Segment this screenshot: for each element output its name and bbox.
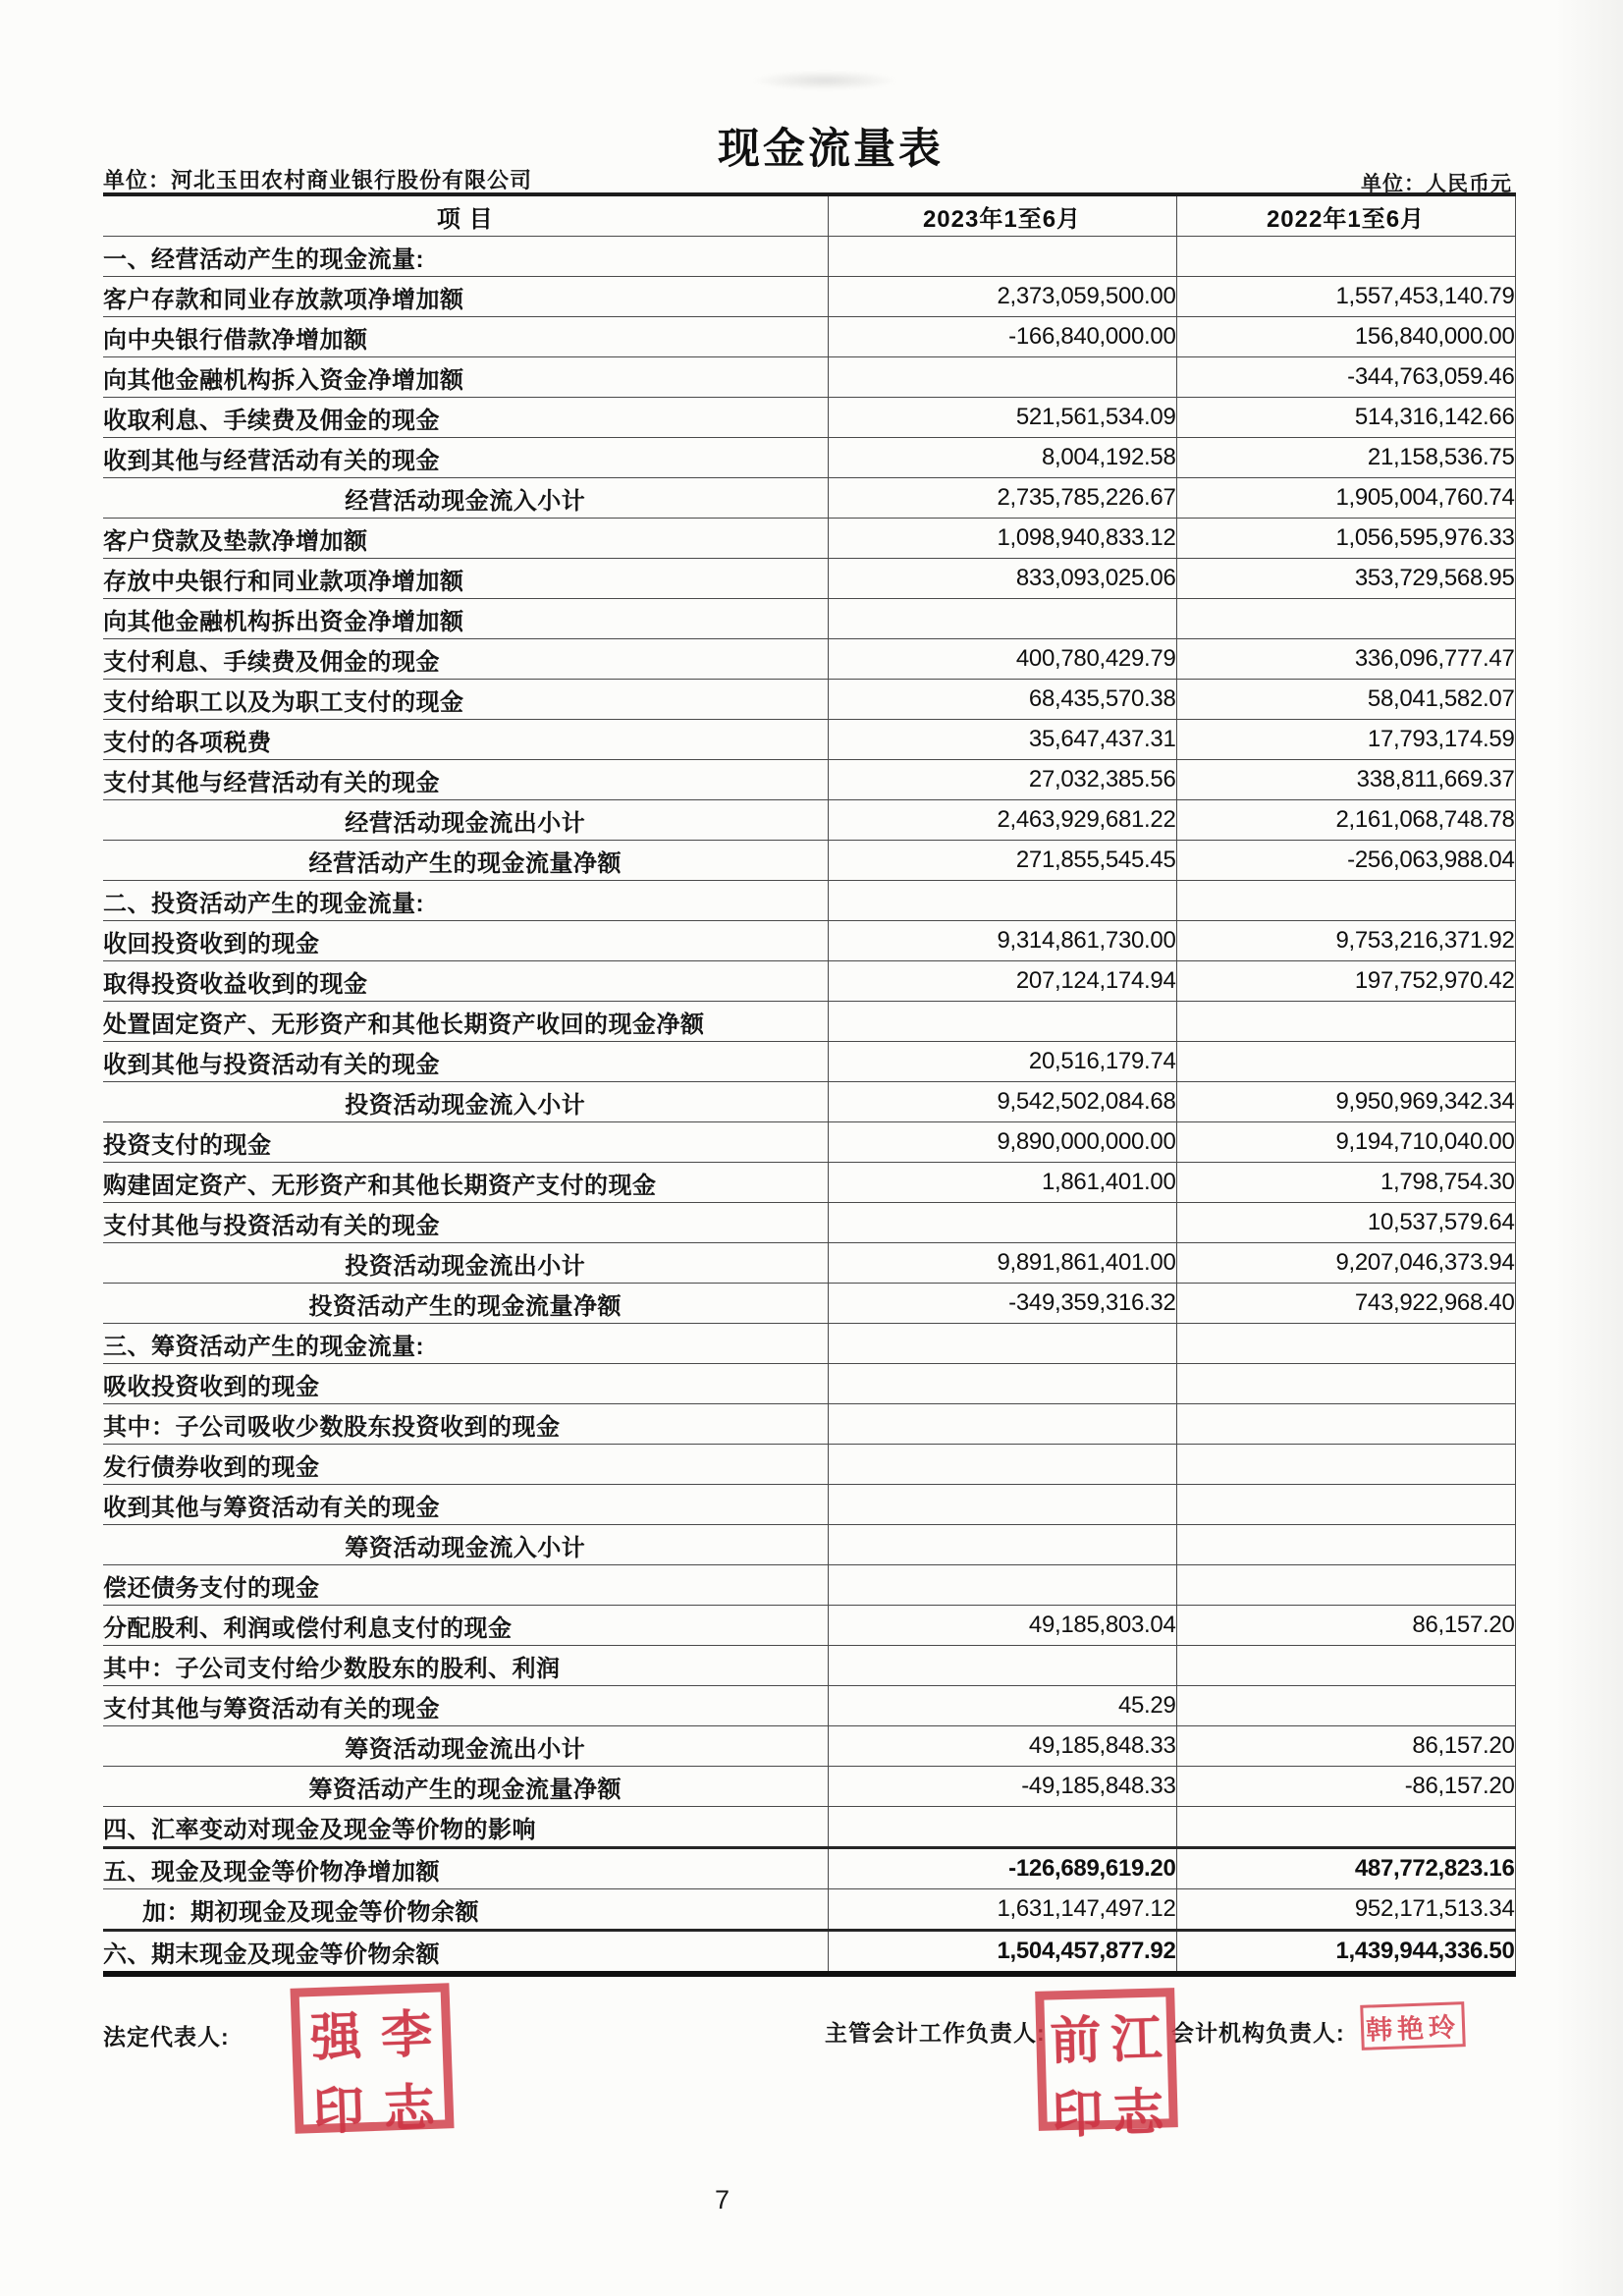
value-2023: 8,004,192.58 — [828, 438, 1176, 478]
value-2022 — [1176, 1565, 1515, 1606]
row-label: 支付其他与经营活动有关的现金 — [103, 760, 828, 800]
value-2023: 35,647,437.31 — [828, 720, 1176, 760]
seal-character: 印 — [311, 2082, 365, 2142]
value-2023 — [828, 881, 1176, 921]
seal-character: 志 — [1111, 2084, 1165, 2143]
value-2023 — [828, 1485, 1176, 1525]
table-body — [103, 237, 1515, 1975]
value-2023: 9,542,502,084.68 — [828, 1082, 1176, 1122]
table-row — [103, 559, 1515, 599]
value-2023: 1,098,940,833.12 — [828, 519, 1176, 559]
chief-accountant-seal-stamp — [1035, 1988, 1178, 2145]
value-2023: 521,561,534.09 — [828, 398, 1176, 438]
table-row — [103, 277, 1515, 317]
row-label: 收取利息、手续费及佣金的现金 — [103, 398, 828, 438]
value-2022: 743,922,968.40 — [1176, 1284, 1515, 1324]
table-row — [103, 1364, 1515, 1404]
table-row — [103, 237, 1515, 277]
table-row — [103, 1646, 1515, 1686]
row-label: 取得投资收益收到的现金 — [103, 961, 828, 1002]
value-2022: -344,763,059.46 — [1176, 357, 1515, 398]
value-2022: 9,194,710,040.00 — [1176, 1122, 1515, 1163]
row-label: 三、筹资活动产生的现金流量: — [103, 1324, 828, 1364]
row-label: 筹资活动现金流出小计 — [103, 1726, 828, 1767]
value-2023 — [828, 1364, 1176, 1404]
value-2023 — [828, 1565, 1176, 1606]
value-2022: 1,798,754.30 — [1176, 1163, 1515, 1203]
table-row — [103, 1889, 1515, 1931]
entity-name: 单位：河北玉田农村商业银行股份有限公司 — [103, 168, 533, 192]
row-label: 投资支付的现金 — [103, 1122, 828, 1163]
value-2023: 1,861,401.00 — [828, 1163, 1176, 1203]
value-2022 — [1176, 1002, 1515, 1042]
value-2022 — [1176, 1686, 1515, 1726]
row-label: 支付给职工以及为职工支付的现金 — [103, 680, 828, 720]
value-2022 — [1176, 1646, 1515, 1686]
legal-rep-label: 法定代表人: — [103, 2024, 230, 2050]
value-2022: 514,316,142.66 — [1176, 398, 1515, 438]
value-2022 — [1176, 1364, 1515, 1404]
row-label: 加：期初现金及现金等价物余额 — [103, 1889, 828, 1931]
scan-smudge — [751, 71, 898, 90]
row-label: 支付的各项税费 — [103, 720, 828, 760]
table-row — [103, 519, 1515, 559]
page-title: 现金流量表 — [718, 126, 944, 173]
table-row — [103, 841, 1515, 881]
table-header — [103, 194, 1515, 237]
table-row — [103, 1606, 1515, 1646]
value-2023: 9,314,861,730.00 — [828, 921, 1176, 961]
row-label: 六、期末现金及现金等价物余额 — [103, 1931, 828, 1975]
table-row — [103, 1565, 1515, 1606]
seal-character: 江 — [1109, 2010, 1163, 2069]
value-2022: 1,905,004,760.74 — [1176, 478, 1515, 519]
seal-character: 李 — [380, 2005, 434, 2065]
value-2023: 2,373,059,500.00 — [828, 277, 1176, 317]
row-label: 收到其他与筹资活动有关的现金 — [103, 1485, 828, 1525]
row-label: 客户贷款及垫款净增加额 — [103, 519, 828, 559]
value-2022: 336,096,777.47 — [1176, 639, 1515, 680]
column-header-2022: 2022年1至6月 — [1176, 194, 1515, 237]
table-row — [103, 1082, 1515, 1122]
value-2023: 9,891,861,401.00 — [828, 1243, 1176, 1284]
seal-character: 印 — [1051, 2086, 1105, 2145]
value-2022: 17,793,174.59 — [1176, 720, 1515, 760]
value-2023: 400,780,429.79 — [828, 639, 1176, 680]
currency-unit: 单位：人民币元 — [1361, 173, 1512, 195]
table-row — [103, 1163, 1515, 1203]
value-2022: 21,158,536.75 — [1176, 438, 1515, 478]
value-2022: 487,772,823.16 — [1176, 1848, 1515, 1889]
value-2022: 2,161,068,748.78 — [1176, 800, 1515, 841]
table-row — [103, 1203, 1515, 1243]
value-2022 — [1176, 1324, 1515, 1364]
value-2023: 1,631,147,497.12 — [828, 1889, 1176, 1931]
row-label: 向中央银行借款净增加额 — [103, 317, 828, 357]
value-2023 — [828, 1324, 1176, 1364]
row-label: 购建固定资产、无形资产和其他长期资产支付的现金 — [103, 1163, 828, 1203]
column-header-2023: 2023年1至6月 — [828, 194, 1176, 237]
value-2023: 2,463,929,681.22 — [828, 800, 1176, 841]
value-2022 — [1176, 1807, 1515, 1848]
value-2022 — [1176, 1445, 1515, 1485]
value-2022: 10,537,579.64 — [1176, 1203, 1515, 1243]
table-row — [103, 1002, 1515, 1042]
row-label: 投资活动产生的现金流量净额 — [103, 1284, 828, 1324]
value-2023: 45.29 — [828, 1686, 1176, 1726]
table-row — [103, 1243, 1515, 1284]
row-label: 其中：子公司吸收少数股东投资收到的现金 — [103, 1404, 828, 1445]
table-row — [103, 1042, 1515, 1082]
row-label: 投资活动现金流出小计 — [103, 1243, 828, 1284]
seal-character: 志 — [382, 2079, 436, 2139]
table-row — [103, 398, 1515, 438]
table-row — [103, 921, 1515, 961]
value-2023 — [828, 1445, 1176, 1485]
row-label: 支付其他与投资活动有关的现金 — [103, 1203, 828, 1243]
table-row — [103, 1445, 1515, 1485]
table-row — [103, 599, 1515, 639]
value-2022: 9,950,969,342.34 — [1176, 1082, 1515, 1122]
row-label: 经营活动产生的现金流量净额 — [103, 841, 828, 881]
table-row — [103, 800, 1515, 841]
value-2023 — [828, 357, 1176, 398]
value-2022 — [1176, 237, 1515, 277]
value-2023 — [828, 237, 1176, 277]
value-2022: 9,753,216,371.92 — [1176, 921, 1515, 961]
row-label: 偿还债务支付的现金 — [103, 1565, 828, 1606]
value-2022: -86,157.20 — [1176, 1767, 1515, 1807]
column-header-item: 项 目 — [103, 194, 828, 237]
value-2023 — [828, 1525, 1176, 1565]
table-row — [103, 1848, 1515, 1889]
value-2023 — [828, 1404, 1176, 1445]
page-number: 7 — [715, 2185, 730, 2214]
row-label: 向其他金融机构拆入资金净增加额 — [103, 357, 828, 398]
value-2023: 207,124,174.94 — [828, 961, 1176, 1002]
table-row — [103, 438, 1515, 478]
table-row — [103, 1324, 1515, 1364]
table-row — [103, 881, 1515, 921]
table-row — [103, 1525, 1515, 1565]
row-label: 筹资活动产生的现金流量净额 — [103, 1767, 828, 1807]
value-2023: 2,735,785,226.67 — [828, 478, 1176, 519]
table-row — [103, 1284, 1515, 1324]
table-row — [103, 317, 1515, 357]
value-2022: 338,811,669.37 — [1176, 760, 1515, 800]
table-row — [103, 1767, 1515, 1807]
value-2023: 27,032,385.56 — [828, 760, 1176, 800]
value-2022 — [1176, 1525, 1515, 1565]
value-2022: 1,439,944,336.50 — [1176, 1931, 1515, 1975]
row-label: 发行债券收到的现金 — [103, 1445, 828, 1485]
row-label: 五、现金及现金等价物净增加额 — [103, 1848, 828, 1889]
value-2022: 1,557,453,140.79 — [1176, 277, 1515, 317]
table-row — [103, 680, 1515, 720]
value-2023 — [828, 1203, 1176, 1243]
row-label: 支付其他与筹资活动有关的现金 — [103, 1686, 828, 1726]
value-2022: 86,157.20 — [1176, 1726, 1515, 1767]
value-2023 — [828, 1646, 1176, 1686]
seal-character: 前 — [1049, 2012, 1103, 2071]
table-row — [103, 1122, 1515, 1163]
table-row — [103, 720, 1515, 760]
table-row — [103, 357, 1515, 398]
accounting-dept-name-stamp: 韩艳玲 — [1360, 2001, 1466, 2050]
value-2023: -49,185,848.33 — [828, 1767, 1176, 1807]
row-label: 收到其他与经营活动有关的现金 — [103, 438, 828, 478]
value-2023: 68,435,570.38 — [828, 680, 1176, 720]
table-row — [103, 1404, 1515, 1445]
table-row — [103, 760, 1515, 800]
value-2023 — [828, 1807, 1176, 1848]
row-label: 二、投资活动产生的现金流量: — [103, 881, 828, 921]
value-2023: -166,840,000.00 — [828, 317, 1176, 357]
seal-character: 强 — [309, 2008, 363, 2068]
row-label: 客户存款和同业存放款项净增加额 — [103, 277, 828, 317]
row-label: 收回投资收到的现金 — [103, 921, 828, 961]
value-2022 — [1176, 881, 1515, 921]
value-2023: 49,185,803.04 — [828, 1606, 1176, 1646]
value-2023: 20,516,179.74 — [828, 1042, 1176, 1082]
value-2022 — [1176, 1404, 1515, 1445]
legal-rep-seal-stamp — [290, 1983, 454, 2142]
row-label: 收到其他与投资活动有关的现金 — [103, 1042, 828, 1082]
table-row — [103, 1485, 1515, 1525]
row-label: 向其他金融机构拆出资金净增加额 — [103, 599, 828, 639]
value-2023: 9,890,000,000.00 — [828, 1122, 1176, 1163]
value-2023 — [828, 599, 1176, 639]
table-row — [103, 1686, 1515, 1726]
value-2022: 952,171,513.34 — [1176, 1889, 1515, 1931]
value-2022: 58,041,582.07 — [1176, 680, 1515, 720]
value-2023: 49,185,848.33 — [828, 1726, 1176, 1767]
value-2022: 353,729,568.95 — [1176, 559, 1515, 599]
row-label: 存放中央银行和同业款项净增加额 — [103, 559, 828, 599]
row-label: 经营活动现金流入小计 — [103, 478, 828, 519]
row-label: 投资活动现金流入小计 — [103, 1082, 828, 1122]
value-2022: 197,752,970.42 — [1176, 961, 1515, 1002]
row-label: 吸收投资收到的现金 — [103, 1364, 828, 1404]
value-2022 — [1176, 1042, 1515, 1082]
row-label: 一、经营活动产生的现金流量: — [103, 237, 828, 277]
table-row — [103, 1931, 1515, 1975]
row-label: 处置固定资产、无形资产和其他长期资产收回的现金净额 — [103, 1002, 828, 1042]
row-label: 分配股利、利润或偿付利息支付的现金 — [103, 1606, 828, 1646]
value-2022: 86,157.20 — [1176, 1606, 1515, 1646]
value-2022 — [1176, 1485, 1515, 1525]
row-label: 支付利息、手续费及佣金的现金 — [103, 639, 828, 680]
accounting-dept-label: 会计机构负责人: — [1171, 2020, 1345, 2046]
cash-flow-table — [103, 192, 1516, 1977]
chief-accountant-label: 主管会计工作负责人: — [825, 2020, 1046, 2046]
table-row — [103, 1726, 1515, 1767]
value-2023: 1,504,457,877.92 — [828, 1931, 1176, 1975]
value-2022: 1,056,595,976.33 — [1176, 519, 1515, 559]
row-label: 其中：子公司支付给少数股东的股利、利润 — [103, 1646, 828, 1686]
value-2022: 156,840,000.00 — [1176, 317, 1515, 357]
value-2023 — [828, 1002, 1176, 1042]
table-row — [103, 961, 1515, 1002]
table-row — [103, 1807, 1515, 1848]
value-2023: -126,689,619.20 — [828, 1848, 1176, 1889]
table-row — [103, 478, 1515, 519]
table-row — [103, 639, 1515, 680]
value-2022: -256,063,988.04 — [1176, 841, 1515, 881]
row-label: 四、汇率变动对现金及现金等价物的影响 — [103, 1807, 828, 1848]
row-label: 筹资活动现金流入小计 — [103, 1525, 828, 1565]
row-label: 经营活动现金流出小计 — [103, 800, 828, 841]
value-2023: 271,855,545.45 — [828, 841, 1176, 881]
value-2022 — [1176, 599, 1515, 639]
value-2023: 833,093,025.06 — [828, 559, 1176, 599]
value-2022: 9,207,046,373.94 — [1176, 1243, 1515, 1284]
value-2023: -349,359,316.32 — [828, 1284, 1176, 1324]
